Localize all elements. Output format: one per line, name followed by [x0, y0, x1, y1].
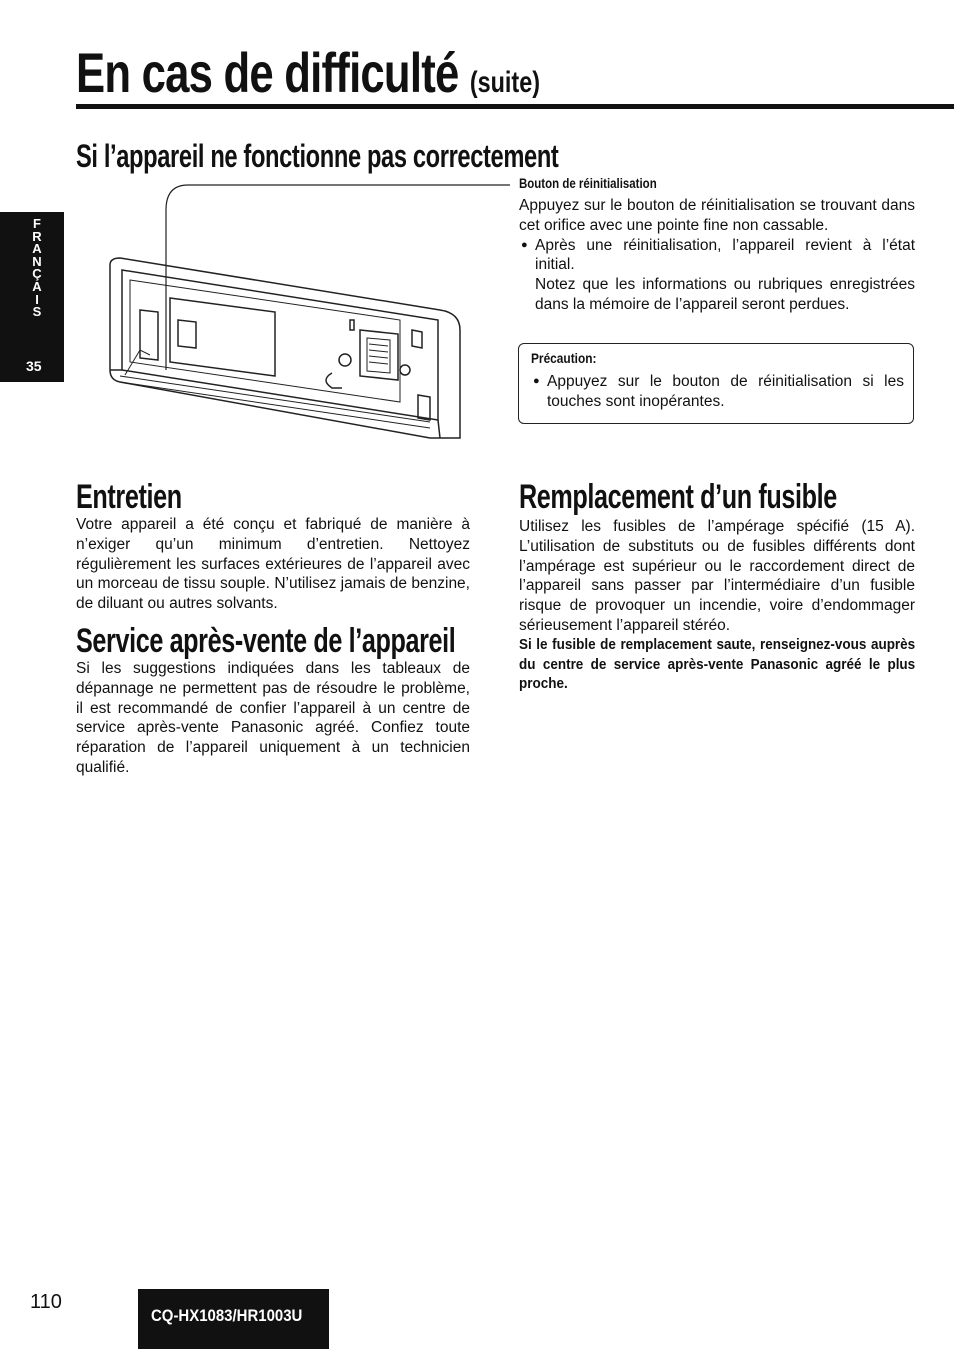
device-illustration	[100, 170, 510, 445]
title-rule	[76, 104, 954, 109]
reset-bullet: ● Après une réinitialisation, l’appareil revient à l’état initial.	[519, 236, 915, 276]
fuse-text: Utilisez les fusibles de l’ampérage spécifié (15 A). L’utilisation de substituts ou de fusibles différents dont l’ampérage est supérieur ou le raccordement direct de l’appareil sans passer par l’intermédiaire d’un fusible risque de provoquer un incendie, voire d’endommager sérieusement l’appareil stéréo.	[519, 518, 915, 634]
section-title-maintenance: Entretien	[76, 478, 182, 516]
page-number: 110	[30, 1291, 62, 1313]
reset-button-label: Bouton de réinitialisation	[519, 176, 657, 191]
maintenance-text: Votre appareil a été conçu et fabriqué de manière à n’exiger qu’un minimum d’entretien. Nettoyez régulièrement les surfaces extérieures de l’appareil avec un morceau de tissu souple. N’utilisez jamais de benzine, de diluant ou autres solvants.	[76, 516, 470, 613]
language-letter: S	[32, 304, 42, 320]
model-badge	[138, 1289, 329, 1349]
reset-instructions	[519, 196, 915, 315]
language-letter: Ç	[32, 266, 42, 282]
fuse-warning: Si le fusible de remplacement saute, renseignez-vous auprès du centre de service après-vente Panasonic agréé le plus proche.	[519, 636, 916, 693]
precaution-text	[531, 372, 904, 412]
fuse-text-block	[519, 517, 915, 695]
precaution-label: Précaution:	[531, 350, 597, 366]
page-title-text: En cas de difficulté	[76, 41, 459, 104]
language-letter: I	[35, 291, 39, 307]
language-letter: R	[32, 228, 42, 244]
page-title	[76, 40, 540, 105]
reset-instruction: Appuyez sur le bouton de réinitialisation se trouvant dans cet orifice avec une pointe fine non cassable.	[519, 197, 915, 234]
page-title-suffix: (suite)	[469, 66, 541, 99]
language-letter: N	[32, 253, 42, 269]
after-sales-text: Si les suggestions indiquées dans les tableaux de dépannage ne permettent pas de résoudre le problème, il est recommandé de confier l’appareil à un centre de service après-vente Panasonic agréé. Confiez toute réparation de l’appareil uniquement à un technicien qualifié.	[76, 660, 470, 776]
language-letter: A	[32, 278, 42, 294]
language-letter: A	[32, 241, 42, 257]
section-title-after-sales: Service après-vente de l’appareil	[76, 622, 456, 660]
section-page-number: 35	[26, 358, 42, 374]
language-letter: F	[33, 216, 41, 231]
language-tab-letters	[30, 218, 44, 319]
reset-note: Notez que les informations ou rubriques enregistrées dans la mémoire de l’appareil seront perdues.	[535, 276, 915, 313]
section-title-fuse: Remplacement d’un fusible	[519, 478, 837, 516]
language-tab	[0, 212, 64, 382]
model-number: CQ-HX1083/HR1003U	[151, 1306, 303, 1325]
precaution-bullet: ● Appuyez sur le bouton de réinitialisation si les touches sont inopérantes.	[531, 372, 904, 412]
section-title-reset: Si l’appareil ne fonctionne pas correctement	[76, 138, 559, 174]
